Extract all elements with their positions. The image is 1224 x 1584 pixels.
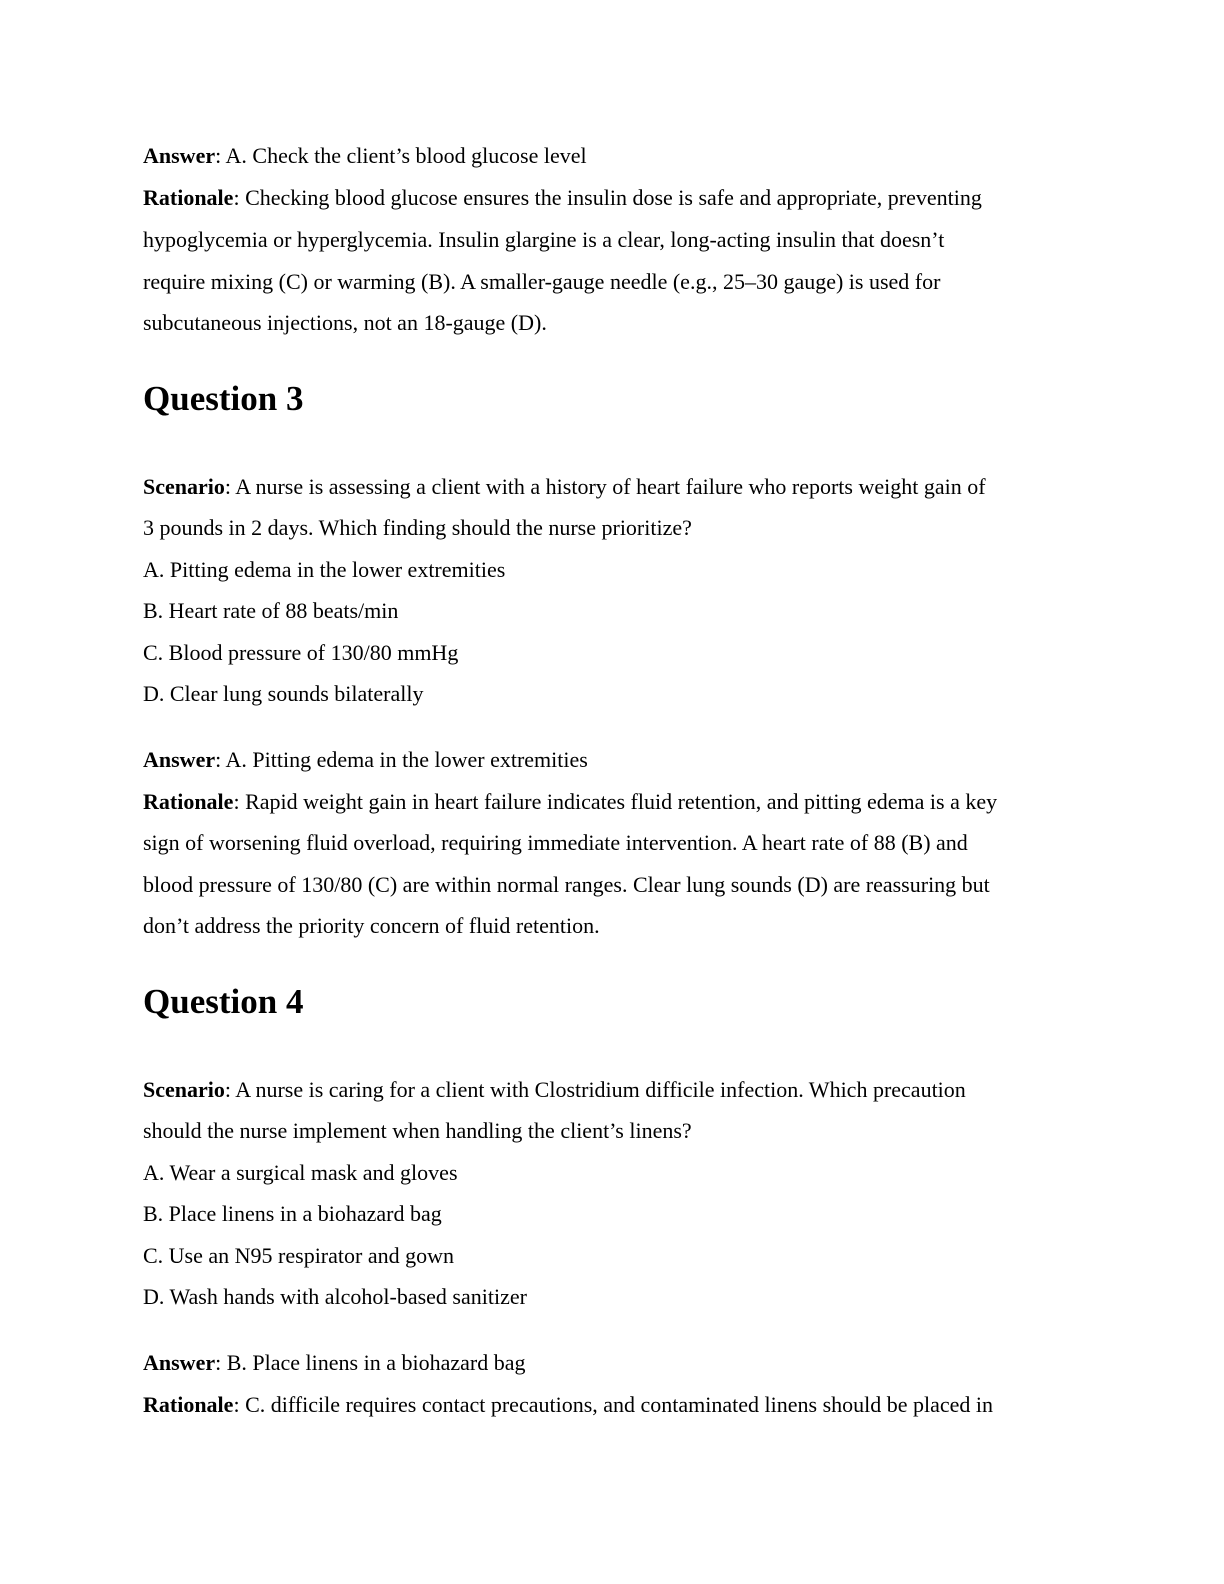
rationale-label: Rationale	[143, 789, 234, 814]
answer-text: : B. Place linens in a biohazard bag	[215, 1350, 526, 1375]
rationale-label: Rationale	[143, 185, 234, 210]
question-3-heading: Question 3	[143, 379, 304, 418]
scenario-label: Scenario	[143, 1077, 225, 1102]
option-d: D. Clear lung sounds bilaterally	[143, 681, 424, 706]
rationale-line: require mixing (C) or warming (B). A smaller-gauge needle (e.g., 25–30 gauge) is used for	[143, 269, 941, 294]
option-d: D. Wash hands with alcohol-based sanitizer	[143, 1284, 527, 1309]
scenario-label: Scenario	[143, 474, 225, 499]
option-a: A. Wear a surgical mask and gloves	[143, 1160, 458, 1185]
option-c: C. Blood pressure of 130/80 mmHg	[143, 640, 459, 665]
rationale-line: blood pressure of 130/80 (C) are within normal ranges. Clear lung sounds (D) are reassuring but	[143, 872, 990, 897]
answer-text: : A. Check the client’s blood glucose level	[215, 143, 587, 168]
option-c: C. Use an N95 respirator and gown	[143, 1243, 454, 1268]
rationale-line: hypoglycemia or hyperglycemia. Insulin glargine is a clear, long-acting insulin that doesn’t	[143, 227, 945, 252]
scenario-line	[143, 1076, 966, 1104]
answer-line	[143, 1349, 525, 1377]
rationale-line: subcutaneous injections, not an 18-gauge (D).	[143, 310, 547, 335]
scenario-text: : A nurse is caring for a client with Clostridium difficile infection. Which precaution	[224, 1077, 966, 1102]
option-a: A. Pitting edema in the lower extremities	[143, 557, 506, 582]
scenario-line	[143, 473, 986, 501]
rationale-text: : Checking blood glucose ensures the insulin dose is safe and appropriate, preventing	[233, 185, 982, 210]
rationale-line	[143, 1391, 993, 1419]
answer-label: Answer	[143, 747, 216, 772]
answer-label: Answer	[143, 1350, 216, 1375]
rationale-line	[143, 184, 982, 212]
option-b: B. Heart rate of 88 beats/min	[143, 598, 399, 623]
scenario-line: should the nurse implement when handling the client’s linens?	[143, 1118, 692, 1143]
question-4-heading: Question 4	[143, 982, 304, 1021]
answer-label: Answer	[143, 143, 216, 168]
rationale-line: sign of worsening fluid overload, requiring immediate intervention. A heart rate of 88 (B) and	[143, 830, 968, 855]
rationale-line: don’t address the priority concern of fluid retention.	[143, 913, 600, 938]
rationale-label: Rationale	[143, 1392, 234, 1417]
answer-text: : A. Pitting edema in the lower extremities	[215, 747, 588, 772]
scenario-text: : A nurse is assessing a client with a history of heart failure who reports weight gain of	[224, 474, 986, 499]
rationale-text: : Rapid weight gain in heart failure indicates fluid retention, and pitting edema is a key	[233, 789, 998, 814]
answer-line	[143, 142, 587, 170]
option-b: B. Place linens in a biohazard bag	[143, 1201, 442, 1226]
answer-line	[143, 746, 588, 774]
rationale-text: : C. difficile requires contact precautions, and contaminated linens should be placed in	[233, 1392, 994, 1417]
scenario-line: 3 pounds in 2 days. Which finding should the nurse prioritize?	[143, 515, 692, 540]
rationale-line	[143, 788, 997, 816]
